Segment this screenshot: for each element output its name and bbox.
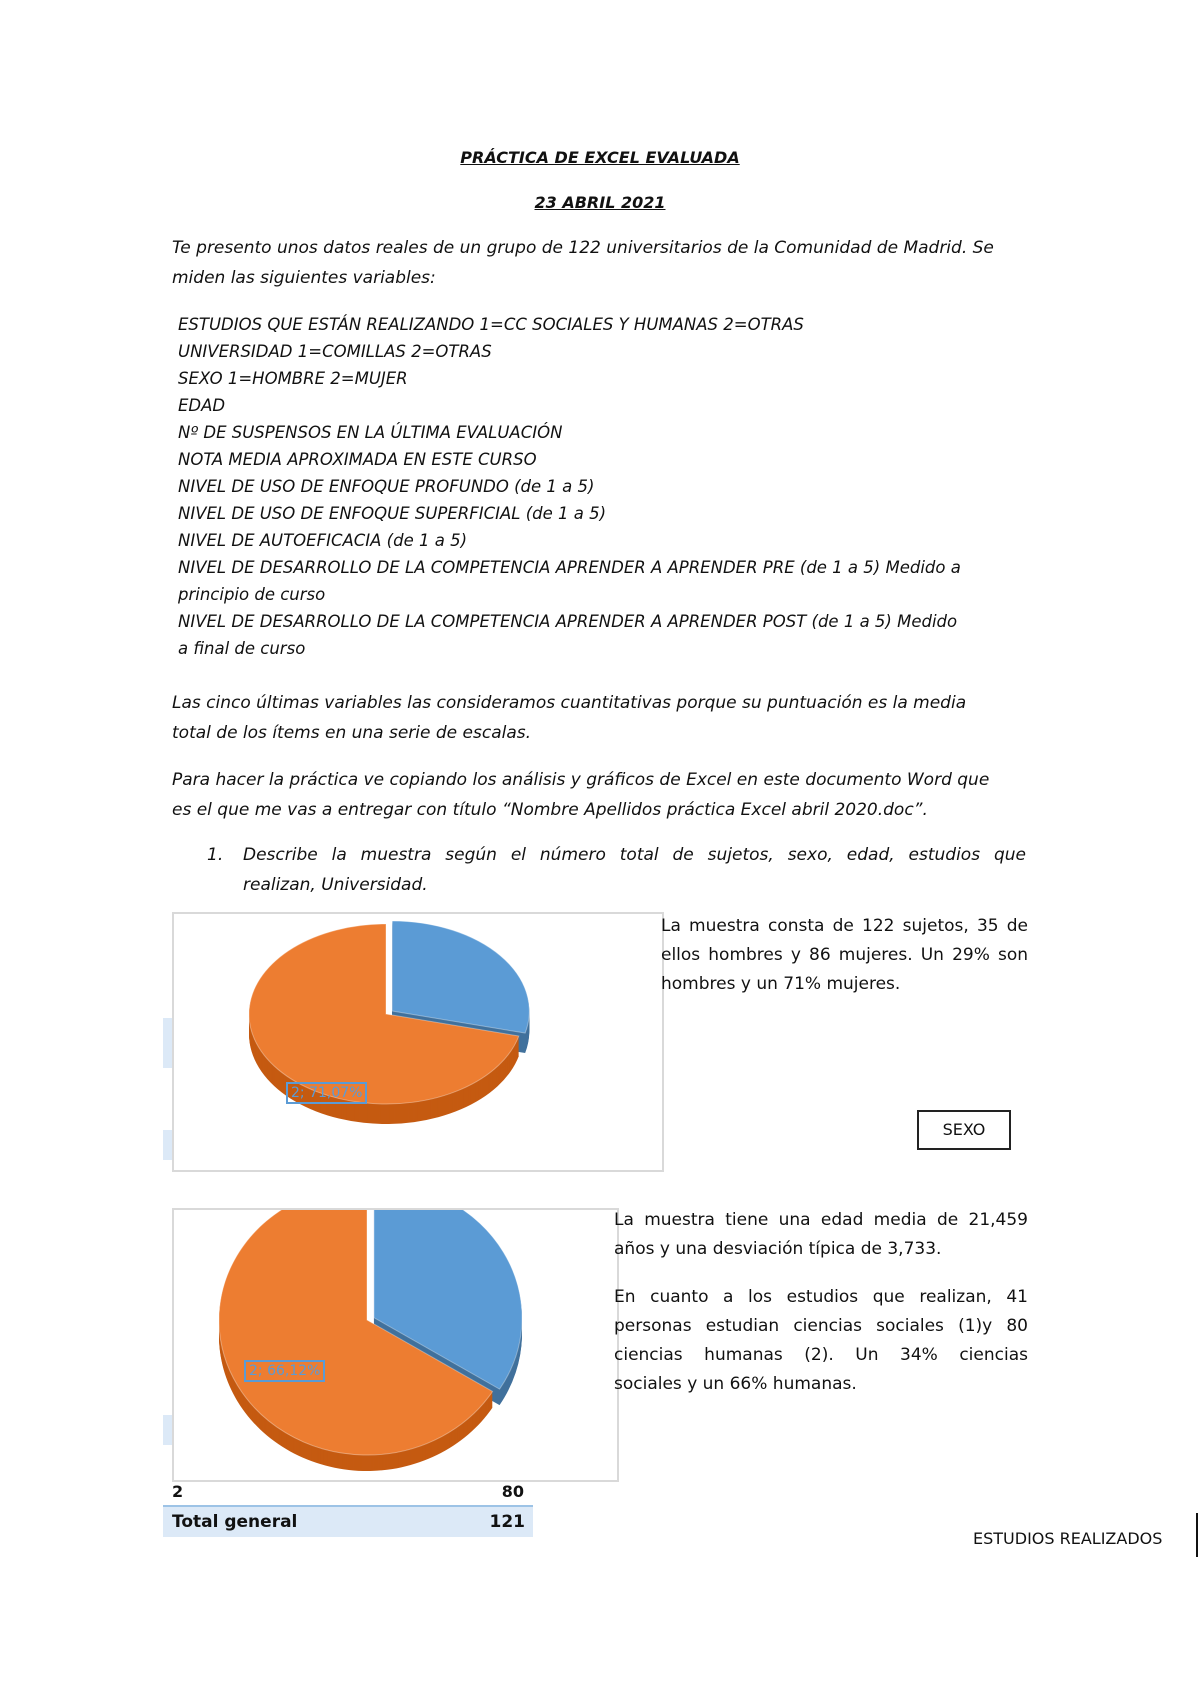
variable-item: NIVEL DE USO DE ENFOQUE SUPERFICIAL (de 1 a 5) — [178, 504, 607, 523]
intro-paragraph — [172, 233, 1027, 293]
pie-svg — [174, 914, 662, 1170]
estudios-description — [614, 1283, 1028, 1399]
edad-description — [614, 1206, 1028, 1264]
sexo-description — [661, 912, 1028, 999]
text-line: ellos hombres y 86 mujeres. Un 29% son — [661, 945, 1028, 965]
document-title: PRÁCTICA DE EXCEL EVALUADA — [460, 148, 740, 167]
question-1 — [243, 840, 1026, 900]
variable-item: NIVEL DE USO DE ENFOQUE PROFUNDO (de 1 a 5) — [178, 477, 595, 496]
variable-item: NIVEL DE AUTOEFICACIA (de 1 a 5) — [178, 531, 468, 550]
variable-item: NOTA MEDIA APROXIMADA EN ESTE CURSO — [178, 450, 537, 469]
instructions-paragraph — [172, 765, 1027, 825]
variable-item: SEXO 1=HOMBRE 2=MUJER — [178, 369, 408, 388]
data-label: 2; 71,07% — [286, 1082, 367, 1104]
variable-item: ESTUDIOS QUE ESTÁN REALIZANDO 1=CC SOCIALES Y HUMANAS 2=OTRAS — [178, 315, 804, 334]
sexo-pie-chart[interactable] — [172, 912, 664, 1172]
variable-item: EDAD — [178, 396, 226, 415]
text-line: personas estudian ciencias sociales (1)y 80 — [614, 1316, 1028, 1336]
variable-item: NIVEL DE DESARROLLO DE LA COMPETENCIA APRENDER A APRENDER PRE (de 1 a 5) Medido a — [178, 558, 961, 577]
quantitative-paragraph — [172, 688, 1027, 748]
variable-item: UNIVERSIDAD 1=COMILLAS 2=OTRAS — [178, 342, 492, 361]
text-line: La muestra consta de 122 sujetos, 35 de — [661, 916, 1028, 936]
variable-list — [178, 311, 1038, 662]
label-border — [1196, 1513, 1198, 1557]
text-line: ciencias humanas (2). Un 34% ciencias — [614, 1345, 1028, 1365]
table-total-value: 121 — [489, 1512, 525, 1532]
intro-line: Te presento unos datos reales de un grupo de 122 universitarios de la Comunidad de Madrid. Se — [172, 238, 994, 258]
table-total-label: Total general — [172, 1512, 298, 1532]
question-line: realizan, Universidad. — [243, 875, 428, 895]
estudios-label: ESTUDIOS REALIZADOS — [973, 1529, 1163, 1548]
question-number: 1. — [207, 845, 224, 865]
paragraph-line: Para hacer la práctica ve copiando los análisis y gráficos de Excel en este documento Word que — [172, 770, 990, 790]
intro-line: miden las siguientes variables: — [172, 268, 436, 288]
text-line: La muestra tiene una edad media de 21,459 — [614, 1210, 1028, 1230]
paragraph-line: total de los ítems en una serie de escalas. — [172, 723, 532, 743]
sexo-label: SEXO — [917, 1110, 1011, 1150]
paragraph-line: Las cinco últimas variables las consideramos cuantitativas porque su puntuación es la media — [172, 693, 967, 713]
text-line: años y una desviación típica de 3,733. — [614, 1239, 942, 1259]
text-line: En cuanto a los estudios que realizan, 41 — [614, 1287, 1028, 1307]
paragraph-line: es el que me vas a entregar con título “Nombre Apellidos práctica Excel abril 2020.doc”. — [172, 800, 928, 820]
text-line: sociales y un 66% humanas. — [614, 1374, 857, 1394]
table-row — [172, 1480, 532, 1504]
variable-item: a final de curso — [178, 639, 306, 658]
data-label: 2; 66,12% — [244, 1360, 325, 1382]
table-total-row — [163, 1507, 533, 1537]
question-line: Describe la muestra según el número total de sujetos, sexo, edad, estudios que — [243, 845, 1026, 865]
text-line: hombres y un 71% mujeres. — [661, 974, 901, 994]
table-cell-value: 80 — [501, 1482, 524, 1501]
variable-item: principio de curso — [178, 585, 326, 604]
variable-item: Nº DE SUSPENSOS EN LA ÚLTIMA EVALUACIÓN — [178, 423, 563, 442]
document-date: 23 ABRIL 2021 — [534, 193, 666, 212]
variable-item: NIVEL DE DESARROLLO DE LA COMPETENCIA APRENDER A APRENDER POST (de 1 a 5) Medido — [178, 612, 958, 631]
table-cell-label: 2 — [172, 1482, 184, 1501]
pie-svg — [174, 1210, 617, 1480]
estudios-pie-chart[interactable] — [172, 1208, 619, 1482]
